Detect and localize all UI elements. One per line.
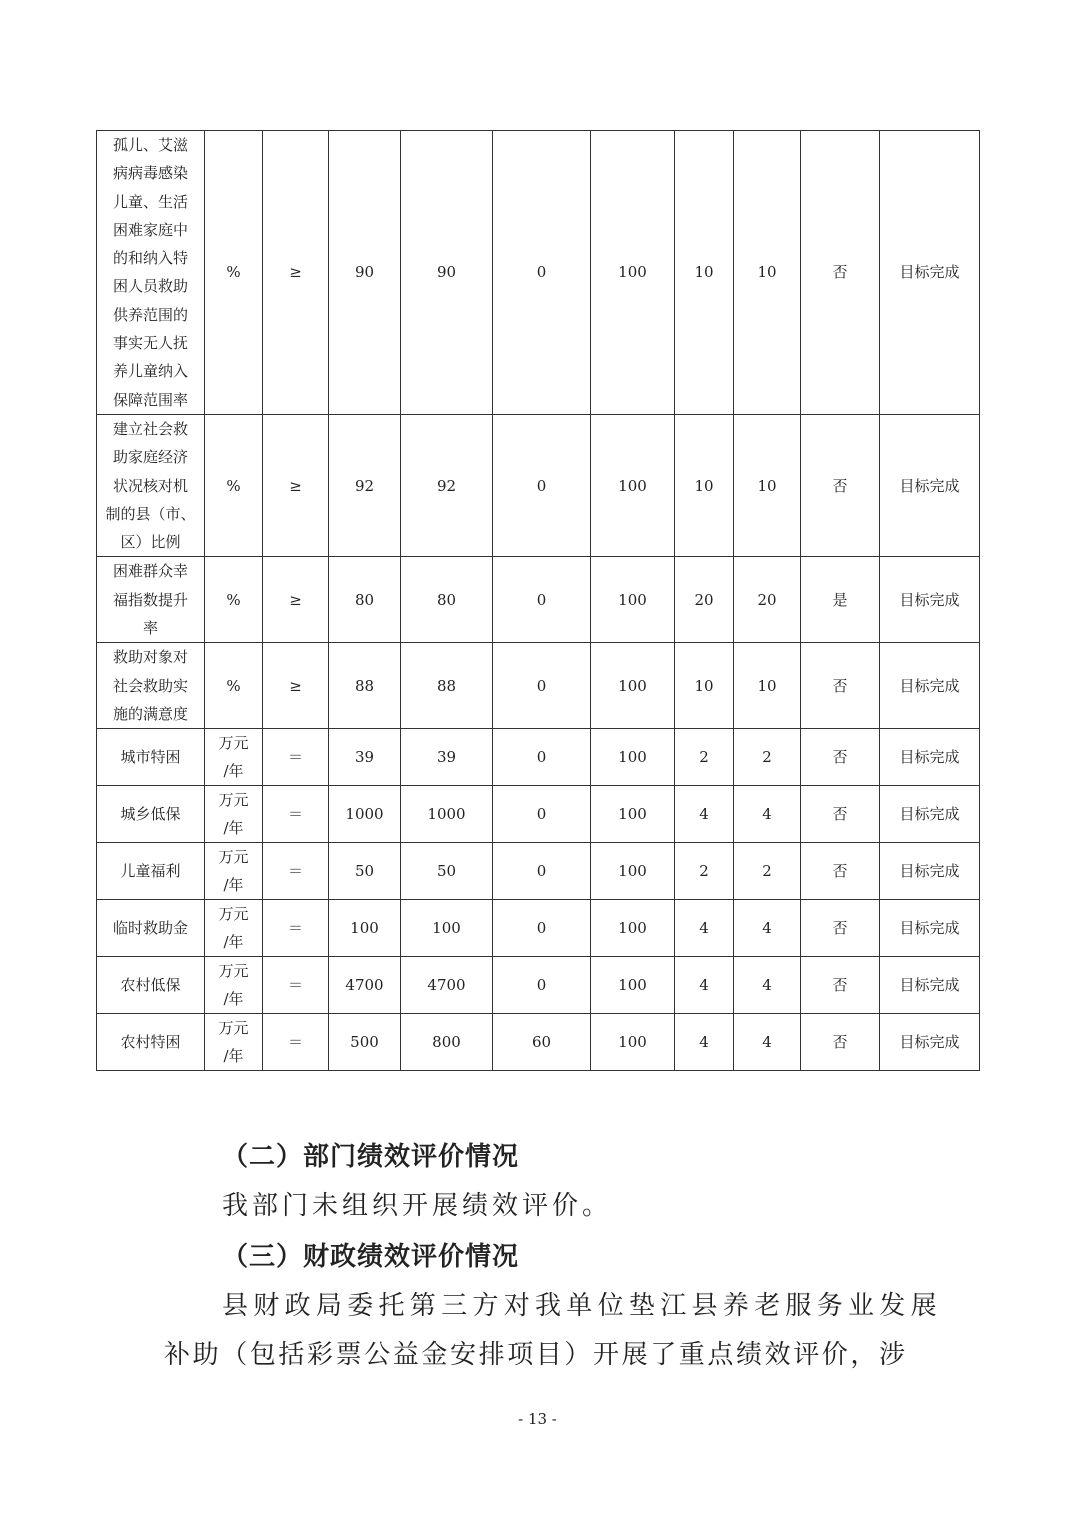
- rate-cell: 100: [591, 643, 675, 729]
- indicator-name-line: 率: [142, 619, 158, 638]
- unit-line: %: [226, 476, 241, 495]
- indicator-name-line: 城市特困: [120, 748, 181, 767]
- actual-cell: 4700: [401, 957, 493, 1014]
- unit-line: /年: [223, 819, 244, 838]
- table-row: [97, 729, 980, 786]
- target-cell: 80: [329, 557, 401, 643]
- actual-cell: 1000: [401, 786, 493, 843]
- rate-cell: 100: [591, 1014, 675, 1071]
- indicator-name-line: 困人员救助: [112, 277, 188, 296]
- rate-cell: 100: [591, 131, 675, 415]
- indicator-name-cell: [97, 957, 205, 1014]
- indicator-name-line: 施的满意度: [112, 704, 188, 723]
- unit-cell: [205, 957, 263, 1014]
- deviation-cell: 0: [493, 843, 591, 900]
- weight-cell: 4: [675, 957, 734, 1014]
- rate-cell: 100: [591, 414, 675, 556]
- weight-cell: 4: [675, 900, 734, 957]
- performance-table: [96, 130, 980, 1071]
- indicator-name-line: 农村低保: [120, 976, 181, 995]
- unit-line: 万元: [218, 848, 249, 867]
- score-cell: 2: [734, 843, 801, 900]
- rate-cell: 100: [591, 786, 675, 843]
- target-cell: 92: [329, 414, 401, 556]
- indicator-name-line: 儿童、生活: [112, 192, 188, 211]
- weight-cell: 10: [675, 643, 734, 729]
- indicator-name-line: 制的县（市、: [105, 504, 196, 523]
- core-cell: 否: [801, 414, 880, 556]
- rate-cell: 100: [591, 729, 675, 786]
- result-cell: 目标完成: [880, 414, 980, 556]
- indicator-name-line: 状况核对机: [112, 476, 188, 495]
- unit-cell: [205, 1014, 263, 1071]
- unit-cell: [205, 900, 263, 957]
- indicator-name-line: 困难群众幸: [112, 562, 188, 581]
- score-cell: 10: [734, 414, 801, 556]
- rate-cell: 100: [591, 957, 675, 1014]
- actual-cell: 88: [401, 643, 493, 729]
- table-row: [97, 557, 980, 643]
- weight-cell: 10: [675, 414, 734, 556]
- op-cell: ≥: [263, 643, 329, 729]
- unit-line: /年: [223, 762, 244, 781]
- indicator-name-cell: [97, 557, 205, 643]
- indicator-name-line: 临时救助金: [112, 919, 188, 938]
- rate-cell: 100: [591, 900, 675, 957]
- table-row: [97, 900, 980, 957]
- unit-line: 万元: [218, 962, 249, 981]
- target-cell: 500: [329, 1014, 401, 1071]
- result-cell: 目标完成: [880, 957, 980, 1014]
- indicator-name-line: 儿童福利: [120, 862, 181, 881]
- rate-cell: 100: [591, 843, 675, 900]
- indicator-name-line: 农村特困: [120, 1033, 181, 1052]
- section-heading-dept: （二）部门绩效评价情况: [222, 1142, 520, 1172]
- indicator-name-line: 事实无人抚: [112, 334, 188, 353]
- weight-cell: 10: [675, 131, 734, 415]
- table-row: [97, 131, 980, 415]
- unit-line: 万元: [218, 905, 249, 924]
- indicator-name-line: 助家庭经济: [112, 448, 188, 467]
- table-row: [97, 643, 980, 729]
- op-cell: ＝: [263, 900, 329, 957]
- result-cell: 目标完成: [880, 729, 980, 786]
- core-cell: 否: [801, 900, 880, 957]
- core-cell: 否: [801, 729, 880, 786]
- actual-cell: 39: [401, 729, 493, 786]
- actual-cell: 50: [401, 843, 493, 900]
- target-cell: 100: [329, 900, 401, 957]
- actual-cell: 92: [401, 414, 493, 556]
- core-cell: 否: [801, 843, 880, 900]
- indicator-name-line: 城乡低保: [120, 805, 181, 824]
- core-cell: 否: [801, 957, 880, 1014]
- score-cell: 10: [734, 643, 801, 729]
- deviation-cell: 0: [493, 414, 591, 556]
- indicator-name-line: 建立社会救: [112, 419, 188, 438]
- table-row: [97, 414, 980, 556]
- page-number: - 13 -: [518, 1410, 557, 1428]
- weight-cell: 20: [675, 557, 734, 643]
- table-row: [97, 957, 980, 1014]
- weight-cell: 4: [675, 786, 734, 843]
- indicator-name-cell: [97, 131, 205, 415]
- deviation-cell: 0: [493, 957, 591, 1014]
- unit-line: /年: [223, 1047, 244, 1066]
- result-cell: 目标完成: [880, 1014, 980, 1071]
- core-cell: 否: [801, 643, 880, 729]
- actual-cell: 90: [401, 131, 493, 415]
- target-cell: 50: [329, 843, 401, 900]
- unit-line: %: [226, 590, 241, 609]
- indicator-name-cell: [97, 786, 205, 843]
- target-cell: 1000: [329, 786, 401, 843]
- indicator-name-line: 福指数提升: [112, 590, 188, 609]
- indicator-name-line: 病病毒感染: [112, 164, 188, 183]
- target-cell: 88: [329, 643, 401, 729]
- indicator-name-line: 困难家庭中: [112, 220, 188, 239]
- indicator-name-cell: [97, 414, 205, 556]
- core-cell: 是: [801, 557, 880, 643]
- score-cell: 4: [734, 957, 801, 1014]
- finance-paragraph-line-2: 补助（包括彩票公益金安排项目）开展了重点绩效评价，涉: [164, 1340, 908, 1370]
- indicator-name-line: 区）比例: [120, 533, 181, 552]
- unit-cell: [205, 131, 263, 415]
- indicator-name-cell: [97, 843, 205, 900]
- unit-cell: [205, 729, 263, 786]
- deviation-cell: 0: [493, 131, 591, 415]
- indicator-name-cell: [97, 1014, 205, 1071]
- result-cell: 目标完成: [880, 843, 980, 900]
- indicator-name-line: 供养范围的: [112, 305, 188, 324]
- rate-cell: 100: [591, 557, 675, 643]
- unit-line: 万元: [218, 791, 249, 810]
- deviation-cell: 0: [493, 557, 591, 643]
- unit-cell: [205, 557, 263, 643]
- actual-cell: 800: [401, 1014, 493, 1071]
- table-row: [97, 786, 980, 843]
- dept-paragraph: 我部门未组织开展绩效评价。: [222, 1191, 613, 1221]
- op-cell: ≥: [263, 557, 329, 643]
- unit-cell: [205, 843, 263, 900]
- indicator-name-cell: [97, 643, 205, 729]
- core-cell: 否: [801, 131, 880, 415]
- finance-paragraph-line-1: 县财政局委托第三方对我单位垫江县养老服务业发展: [222, 1291, 942, 1321]
- result-cell: 目标完成: [880, 786, 980, 843]
- op-cell: ＝: [263, 1014, 329, 1071]
- unit-line: 万元: [218, 734, 249, 753]
- op-cell: ＝: [263, 786, 329, 843]
- unit-line: 万元: [218, 1019, 249, 1038]
- target-cell: 90: [329, 131, 401, 415]
- score-cell: 2: [734, 729, 801, 786]
- score-cell: 4: [734, 900, 801, 957]
- op-cell: ＝: [263, 729, 329, 786]
- unit-line: %: [226, 263, 241, 282]
- actual-cell: 100: [401, 900, 493, 957]
- indicator-name-line: 救助对象对: [112, 648, 188, 667]
- deviation-cell: 0: [493, 643, 591, 729]
- unit-line: /年: [223, 876, 244, 895]
- op-cell: ＝: [263, 957, 329, 1014]
- result-cell: 目标完成: [880, 900, 980, 957]
- unit-cell: [205, 414, 263, 556]
- deviation-cell: 0: [493, 786, 591, 843]
- table-row: [97, 843, 980, 900]
- deviation-cell: 60: [493, 1014, 591, 1071]
- core-cell: 否: [801, 786, 880, 843]
- deviation-cell: 0: [493, 729, 591, 786]
- weight-cell: 2: [675, 729, 734, 786]
- section-heading-finance: （三）财政绩效评价情况: [222, 1242, 520, 1272]
- target-cell: 39: [329, 729, 401, 786]
- op-cell: ≥: [263, 414, 329, 556]
- score-cell: 10: [734, 131, 801, 415]
- unit-line: /年: [223, 990, 244, 1009]
- indicator-name-cell: [97, 729, 205, 786]
- score-cell: 4: [734, 786, 801, 843]
- core-cell: 否: [801, 1014, 880, 1071]
- indicator-name-line: 社会救助实: [112, 676, 188, 695]
- unit-line: /年: [223, 933, 244, 952]
- deviation-cell: 0: [493, 900, 591, 957]
- op-cell: ≥: [263, 131, 329, 415]
- weight-cell: 2: [675, 843, 734, 900]
- indicator-name-cell: [97, 900, 205, 957]
- result-cell: 目标完成: [880, 643, 980, 729]
- result-cell: 目标完成: [880, 557, 980, 643]
- op-cell: ＝: [263, 843, 329, 900]
- indicator-name-line: 养儿童纳入: [112, 362, 188, 381]
- indicator-name-line: 的和纳入特: [112, 249, 188, 268]
- score-cell: 20: [734, 557, 801, 643]
- indicator-name-line: 孤儿、艾滋: [112, 136, 188, 154]
- score-cell: 4: [734, 1014, 801, 1071]
- weight-cell: 4: [675, 1014, 734, 1071]
- unit-cell: [205, 643, 263, 729]
- unit-line: %: [226, 676, 241, 695]
- unit-cell: [205, 786, 263, 843]
- actual-cell: 80: [401, 557, 493, 643]
- table-row: [97, 1014, 980, 1071]
- result-cell: 目标完成: [880, 131, 980, 415]
- indicator-name-line: 保障范围率: [112, 390, 188, 409]
- target-cell: 4700: [329, 957, 401, 1014]
